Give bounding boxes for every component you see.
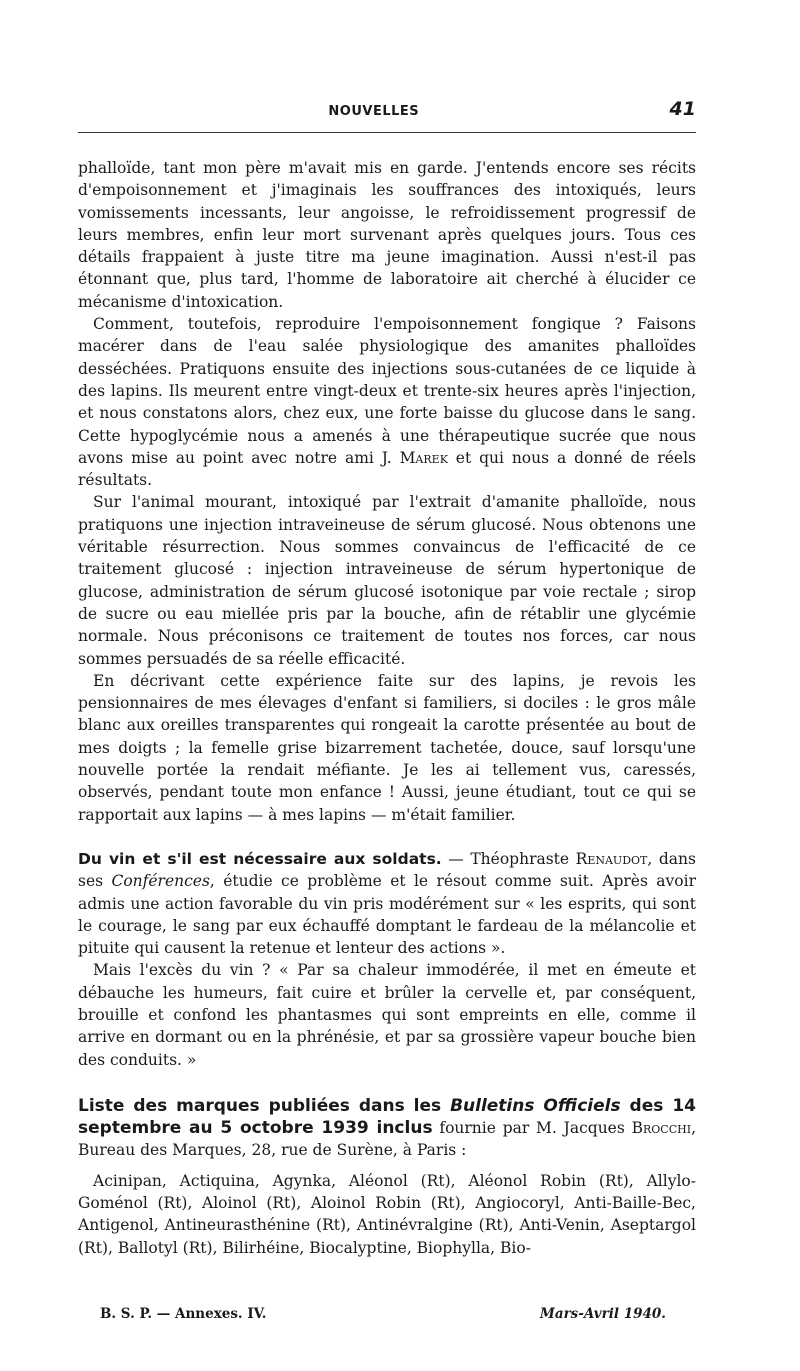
paragraph-4: En décrivant cette expérience faite sur des lapins, je revois les pensionnaires de mes élevages d'enfant si familiers, si dociles : le gros mâle blanc aux oreilles transparentes qui rongeait la carotte présentée au bout de mes doigts ; la femelle grise bizarrement tachetée, douce, sauf lorsqu'une nouvelle portée la rendait méfiante. Je les ai tellement vus, caressés, observés, pendant toute mon enfance ! Aussi, jeune étudiant, tout ce qui se rapportait aux lapins — à mes lapins — m'était familier.	[78, 671, 696, 824]
section-wine-paragraph-2: Mais l'excès du vin ? « Par sa chaleur immodérée, il met en émeute et débauche les humeurs, fait cuire et brûler la cervelle et, par conséquent, brouille et confond les phantasmes qui sont empreints en elle, comme il arrive en dormant ou en la phrénésie, et par sa grossière vapeur bouche bien des conduits. »	[78, 961, 696, 1069]
paragraph-2-text-a: Comment, toutefois, reproduire l'empoisonnement fongique ? Faisons macérer dans de l'eau salée physiologique des amanites phalloïdes desséchées. Pratiquons ensuite des injections sous-cutanées de ce liquide à des lapins. Ils meurent entre vingt-deux et trente-six heures après l'injection, et nous constatons alors, chez eux, une forte baisse du glucose dans le sang. Cette hypoglycémie nous a amenés à une thérapeutique sucrée que nous avons mise au point avec notre ami J.	[78, 315, 696, 467]
footer-left: B. S. P. — Annexes. IV.	[100, 1306, 267, 1322]
section-brands-intro-a: fournie par M. Jacques	[432, 1119, 632, 1138]
brand-list: Acinipan, Actiquina, Agynka, Aléonol (Rt), Aléonol Robin (Rt), Allylo-Goménol (Rt), Aloinol (Rt), Aloinol Robin (Rt), Angiocoryl, Anti-Baille-Bec, Antigenol, Antineurasthénine (Rt), Antinévralgine (Rt), Anti-Venin, Aseptargol (Rt), Ballotyl (Rt), Bilirhéine, Biocalyptine, Biophylla, Bio-	[78, 1171, 696, 1257]
paragraph-2-text-b: et qui nous a donné de réels résultats.	[78, 448, 696, 490]
section-wine-title: Du vin et s'il est nécessaire aux soldats.	[78, 849, 442, 868]
paragraph-3: Sur l'animal mourant, intoxiqué par l'extrait d'amanite phalloïde, nous pratiquons une injection intraveineuse de sérum glucosé. Nous obtenons une véritable résurrection. Nous sommes convaincus de l'efficacité de ce traitement glucosé : injection intraveineuse de sérum hypertonique de glucose, administration de sérum glucosé isotonique par voie rectale ; sirop de sucre ou eau miellée pris par la bouche, afin de rétablir une glycémie normale. Nous préconisons ce traitement de toutes nos forces, car nous sommes persuadés de sa réelle efficacité.	[78, 493, 696, 668]
author-renaudot: Renaudot	[575, 849, 648, 868]
article-body	[78, 157, 696, 826]
section-wine-intro-a: — Théophraste	[441, 849, 576, 868]
section-brands-title-b: des 14 septembre au 5 octobre 1939 inclus	[78, 1095, 696, 1139]
section-brands-intro-b: , Bureau des Marques, 28, rue de Surène, à Paris :	[78, 1119, 696, 1160]
section-brands-intro	[78, 1095, 696, 1162]
section-wine-intro-c: , étudie ce problème et le résout comme suit. Après avoir admis une action favorable du vin pris modérément sur « les esprits, qui sont le courage, le sang par eux échauffé domptant le fardeau de la mélancolie et pituite qui causent la retenue et lenteur des actions ».	[78, 872, 696, 958]
page-footer	[100, 1306, 666, 1322]
section-brands-title-em: Bulletins Officiels	[450, 1095, 621, 1116]
running-header	[78, 98, 696, 133]
footer-right: Mars-Avril 1940.	[539, 1306, 666, 1322]
header-title: NOUVELLES	[328, 104, 420, 119]
section-brands-title-a: Liste des marques publiées dans les	[78, 1095, 451, 1116]
author-brocchi: Brocchi	[631, 1119, 692, 1138]
section-wine-intro-b: , dans ses	[78, 849, 696, 891]
section-wine-intro	[78, 848, 696, 959]
paragraph-1: phalloïde, tant mon père m'avait mis en garde. J'entends encore ses récits d'empoisonnement et j'imaginais les souffrances des intoxiqués, leurs vomissements incessants, leur angoisse, le refroidissement progressif de leurs membres, enfin leur mort survenant après quelques jours. Tous ces détails frappaient à juste titre ma jeune imagination. Aussi n'est-il pas étonnant que, plus tard, l'homme de laboratoire ait cherché à élucider ce mécanisme d'intoxication.	[78, 159, 696, 311]
work-title-conferences: Conférences	[111, 872, 210, 891]
person-name-marek: Marek	[399, 448, 448, 467]
paragraph-2	[78, 313, 696, 491]
section-brands	[78, 1095, 696, 1259]
section-wine	[78, 848, 696, 1071]
page	[78, 98, 696, 1259]
page-number: 41	[669, 98, 696, 120]
